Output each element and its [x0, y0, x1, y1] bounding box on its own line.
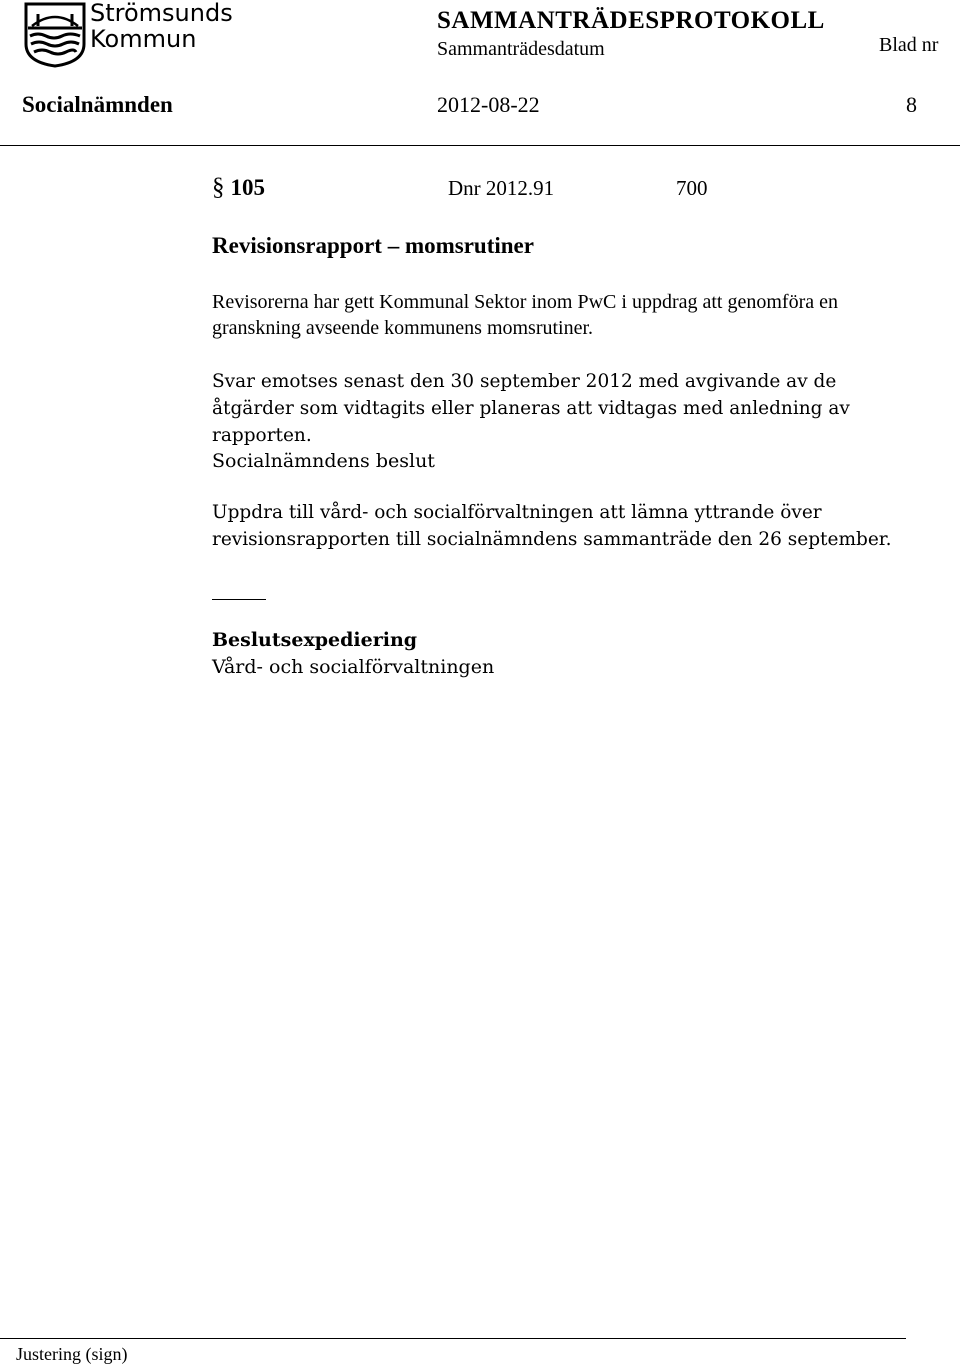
committee-name: Socialnämnden — [22, 92, 173, 117]
header-divider — [0, 145, 960, 146]
section-sign: § — [212, 174, 225, 201]
section-number: 105 — [230, 175, 265, 200]
section-heading: Revisionsrapport – momsrutiner — [212, 233, 534, 258]
classification-code: 700 — [676, 176, 708, 200]
decision-text: Uppdra till vård- och socialförvaltningen att lämna yttrande över revisionsrapporten till socialnämndens sammanträde den 26 september. — [212, 502, 892, 550]
municipality-name-line-1: Strömsunds — [90, 0, 233, 27]
paragraph-background: Revisorerna har gett Kommunal Sektor inom PwC i uppdrag att genomföra en granskning avseende kommunens momsrutiner. — [212, 291, 838, 339]
municipality-name-line-2: Kommun — [90, 25, 197, 53]
dispatch-heading: Beslutsexpediering — [212, 629, 418, 651]
diary-number: Dnr 2012.91 — [448, 176, 555, 200]
dispatch-recipient: Vård- och socialförvaltningen — [212, 656, 495, 678]
document-type: SAMMANTRÄDESPROTOKOLL — [437, 7, 825, 34]
decision-heading: Socialnämndens beslut — [212, 450, 435, 472]
meeting-date-label: Sammanträdesdatum — [437, 38, 605, 60]
footer-divider — [0, 1338, 906, 1339]
page-label: Blad nr — [879, 34, 939, 56]
strömsunds-kommun-crest-icon — [22, 2, 88, 68]
meeting-date: 2012-08-22 — [437, 92, 540, 117]
section-number-line — [212, 174, 265, 202]
justering-label: Justering (sign) — [16, 1344, 128, 1364]
page-number: 8 — [906, 92, 917, 117]
municipality-name — [90, 0, 233, 52]
section-end-rule — [212, 599, 266, 600]
paragraph-response: Svar emotses senast den 30 september 2012 med avgivande av de åtgärder som vidtagits eller planeras att vidtagas med anledning av rapporten. — [212, 371, 850, 446]
